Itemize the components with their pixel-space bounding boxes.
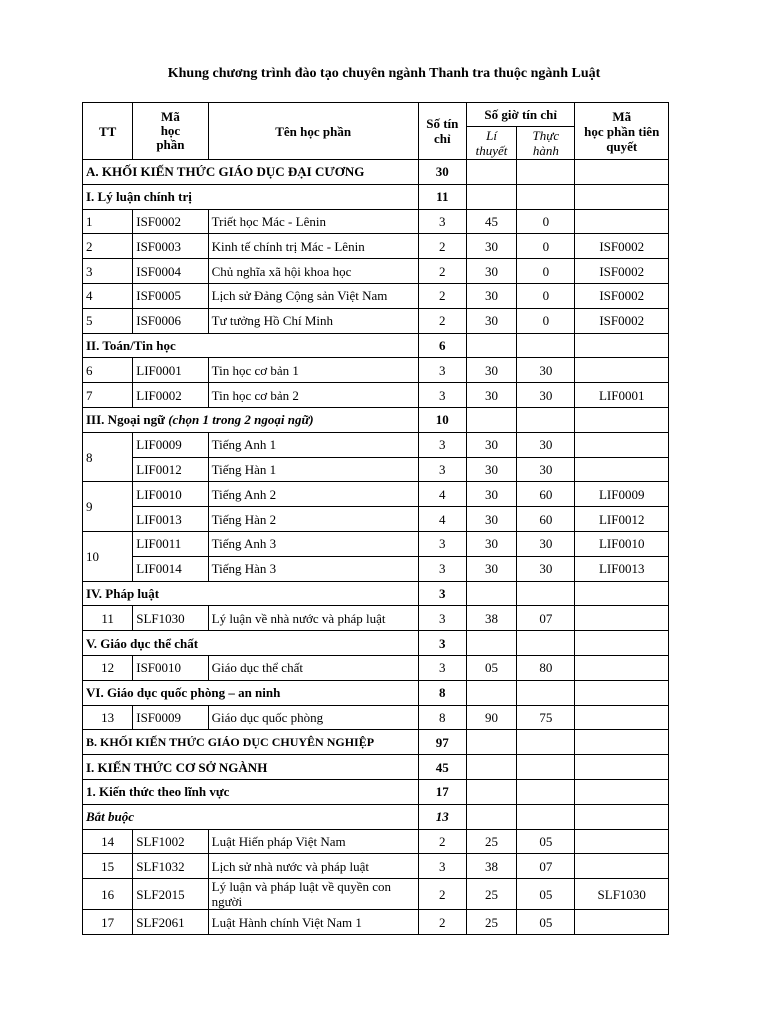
cell-tt: 6 xyxy=(83,358,133,383)
cell-code: LIF0011 xyxy=(133,531,208,556)
table-row xyxy=(83,432,669,457)
cell-code: ISF0005 xyxy=(133,283,208,308)
section-credits: 10 xyxy=(418,407,466,432)
cell-lt: 45 xyxy=(466,209,516,234)
section-row xyxy=(83,160,669,185)
cell-credits: 2 xyxy=(418,879,466,910)
cell-prereq: ISF0002 xyxy=(575,259,669,284)
table-row xyxy=(83,829,669,854)
cell-th: 75 xyxy=(517,705,575,730)
cell-credits: 2 xyxy=(418,308,466,333)
cell-th: 60 xyxy=(517,507,575,532)
cell-prereq: ISF0002 xyxy=(575,308,669,333)
cell-tt: 13 xyxy=(83,705,133,730)
section-row xyxy=(83,581,669,606)
cell-prereq xyxy=(575,457,669,482)
cell-name: Lịch sử Đảng Cộng sản Việt Nam xyxy=(208,283,418,308)
section-label: A. KHỐI KIẾN THỨC GIÁO DỤC ĐẠI CƯƠNG xyxy=(83,160,419,185)
cell-prereq: LIF0013 xyxy=(575,556,669,581)
table-row xyxy=(83,234,669,259)
cell-code: SLF1032 xyxy=(133,854,208,879)
cell-lt: 38 xyxy=(466,606,516,631)
cell-prereq: LIF0009 xyxy=(575,482,669,507)
cell-tt: 3 xyxy=(83,259,133,284)
cell-lt: 30 xyxy=(466,259,516,284)
cell-code: ISF0010 xyxy=(133,655,208,680)
cell-th: 07 xyxy=(517,854,575,879)
cell-tt: 11 xyxy=(83,606,133,631)
table-row xyxy=(83,655,669,680)
cell-name: Tư tưởng Hồ Chí Minh xyxy=(208,308,418,333)
cell-prereq xyxy=(575,910,669,935)
table-row xyxy=(83,606,669,631)
cell-prereq: LIF0001 xyxy=(575,383,669,408)
section-row xyxy=(83,631,669,656)
header-ten-hoc-phan: Tên học phần xyxy=(208,103,418,160)
cell-credits: 3 xyxy=(418,209,466,234)
section-label: III. Ngoại ngữ (chọn 1 trong 2 ngoại ngữ) xyxy=(83,407,419,432)
header-so-tin-chi: Số tín chỉ xyxy=(418,103,466,160)
section-credits: 8 xyxy=(418,680,466,705)
cell-th: 30 xyxy=(517,457,575,482)
cell-code: ISF0009 xyxy=(133,705,208,730)
table-row xyxy=(83,283,669,308)
section-credits: 3 xyxy=(418,581,466,606)
cell-credits: 3 xyxy=(418,854,466,879)
table-row xyxy=(83,482,669,507)
cell-prereq: LIF0010 xyxy=(575,531,669,556)
header-ma-hoc-phan: Mã học phần xyxy=(133,103,208,160)
section-credits: 30 xyxy=(418,160,466,185)
cell-name: Tiếng Anh 1 xyxy=(208,432,418,457)
cell-th: 05 xyxy=(517,910,575,935)
cell-code: LIF0010 xyxy=(133,482,208,507)
cell-name: Tin học cơ bản 1 xyxy=(208,358,418,383)
cell-tt: 10 xyxy=(83,531,133,581)
cell-th: 05 xyxy=(517,829,575,854)
cell-credits: 8 xyxy=(418,705,466,730)
cell-lt: 30 xyxy=(466,482,516,507)
cell-name: Tiếng Hàn 2 xyxy=(208,507,418,532)
cell-code: ISF0003 xyxy=(133,234,208,259)
cell-th: 0 xyxy=(517,283,575,308)
cell-code: ISF0006 xyxy=(133,308,208,333)
cell-credits: 3 xyxy=(418,556,466,581)
cell-prereq: ISF0002 xyxy=(575,234,669,259)
cell-th: 30 xyxy=(517,531,575,556)
cell-prereq xyxy=(575,705,669,730)
table-row xyxy=(83,507,669,532)
cell-tt: 15 xyxy=(83,854,133,879)
cell-th: 07 xyxy=(517,606,575,631)
cell-code: LIF0001 xyxy=(133,358,208,383)
cell-credits: 2 xyxy=(418,829,466,854)
table-row xyxy=(83,308,669,333)
header-tt: TT xyxy=(83,103,133,160)
cell-credits: 4 xyxy=(418,507,466,532)
table-row xyxy=(83,705,669,730)
cell-code: SLF2061 xyxy=(133,910,208,935)
cell-prereq xyxy=(575,655,669,680)
cell-th: 0 xyxy=(517,259,575,284)
section-row xyxy=(83,333,669,358)
cell-credits: 2 xyxy=(418,910,466,935)
section-row xyxy=(83,184,669,209)
cell-lt: 30 xyxy=(466,234,516,259)
cell-name: Tiếng Hàn 1 xyxy=(208,457,418,482)
cell-th: 0 xyxy=(517,209,575,234)
cell-credits: 3 xyxy=(418,383,466,408)
cell-prereq xyxy=(575,209,669,234)
cell-code: LIF0013 xyxy=(133,507,208,532)
document-title: Khung chương trình đào tạo chuyên ngành Thanh tra thuộc ngành Luật xyxy=(167,66,601,81)
cell-lt: 30 xyxy=(466,556,516,581)
cell-tt: 7 xyxy=(83,383,133,408)
cell-th: 05 xyxy=(517,879,575,910)
cell-tt: 12 xyxy=(83,655,133,680)
cell-name: Lý luận về nhà nước và pháp luật xyxy=(208,606,418,631)
header-tien-quyet: Mã học phần tiên quyết xyxy=(575,103,669,160)
table-row xyxy=(83,854,669,879)
cell-credits: 2 xyxy=(418,234,466,259)
cell-credits: 4 xyxy=(418,482,466,507)
cell-lt: 30 xyxy=(466,283,516,308)
section-credits: 45 xyxy=(418,755,466,780)
cell-name: Luật Hiến pháp Việt Nam xyxy=(208,829,418,854)
table-row xyxy=(83,879,669,910)
table-row xyxy=(83,910,669,935)
section-credits: 11 xyxy=(418,184,466,209)
cell-lt: 90 xyxy=(466,705,516,730)
cell-name: Lịch sử nhà nước và pháp luật xyxy=(208,854,418,879)
cell-lt: 30 xyxy=(466,432,516,457)
table-row xyxy=(83,457,669,482)
section-label: II. Toán/Tin học xyxy=(83,333,419,358)
cell-prereq xyxy=(575,432,669,457)
header-li-thuyet: Lí thuyết xyxy=(466,127,516,160)
cell-name: Triết học Mác - Lênin xyxy=(208,209,418,234)
curriculum-table xyxy=(82,102,669,935)
header-row-1 xyxy=(83,103,669,127)
cell-lt: 25 xyxy=(466,879,516,910)
section-row xyxy=(83,407,669,432)
section-row xyxy=(83,755,669,780)
section-label: IV. Pháp luật xyxy=(83,581,419,606)
section-credits: 13 xyxy=(418,804,466,829)
cell-lt: 30 xyxy=(466,457,516,482)
cell-tt: 2 xyxy=(83,234,133,259)
cell-lt: 25 xyxy=(466,910,516,935)
cell-prereq: SLF1030 xyxy=(575,879,669,910)
cell-credits: 3 xyxy=(418,655,466,680)
cell-th: 80 xyxy=(517,655,575,680)
cell-tt: 8 xyxy=(83,432,133,482)
cell-name: Kinh tế chính trị Mác - Lênin xyxy=(208,234,418,259)
cell-code: SLF1002 xyxy=(133,829,208,854)
cell-prereq xyxy=(575,606,669,631)
cell-name: Chủ nghĩa xã hội khoa học xyxy=(208,259,418,284)
cell-th: 0 xyxy=(517,308,575,333)
cell-prereq: ISF0002 xyxy=(575,283,669,308)
cell-tt: 9 xyxy=(83,482,133,532)
cell-code: SLF1030 xyxy=(133,606,208,631)
section-credits: 17 xyxy=(418,779,466,804)
section-row xyxy=(83,730,669,755)
cell-name: Tin học cơ bản 2 xyxy=(208,383,418,408)
table-row xyxy=(83,358,669,383)
table-row xyxy=(83,209,669,234)
cell-tt: 14 xyxy=(83,829,133,854)
header-so-gio-tin-chi: Số giờ tín chỉ xyxy=(466,103,575,127)
cell-th: 0 xyxy=(517,234,575,259)
cell-prereq xyxy=(575,358,669,383)
cell-credits: 2 xyxy=(418,283,466,308)
cell-prereq xyxy=(575,854,669,879)
cell-credits: 3 xyxy=(418,432,466,457)
section-label: B. KHỐI KIẾN THỨC GIÁO DỤC CHUYÊN NGHIỆP xyxy=(83,730,419,755)
cell-code: LIF0014 xyxy=(133,556,208,581)
section-label: VI. Giáo dục quốc phòng – an ninh xyxy=(83,680,419,705)
cell-code: LIF0012 xyxy=(133,457,208,482)
cell-name: Lý luận và pháp luật về quyền con người xyxy=(208,879,418,910)
section-credits: 6 xyxy=(418,333,466,358)
section-label: I. KIẾN THỨC CƠ SỞ NGÀNH xyxy=(83,755,419,780)
cell-code: ISF0004 xyxy=(133,259,208,284)
cell-code: SLF2015 xyxy=(133,879,208,910)
cell-credits: 3 xyxy=(418,606,466,631)
cell-lt: 30 xyxy=(466,308,516,333)
cell-th: 30 xyxy=(517,358,575,383)
cell-lt: 05 xyxy=(466,655,516,680)
cell-lt: 30 xyxy=(466,531,516,556)
cell-code: ISF0002 xyxy=(133,209,208,234)
table-row xyxy=(83,531,669,556)
cell-th: 30 xyxy=(517,432,575,457)
cell-tt: 4 xyxy=(83,283,133,308)
cell-tt: 1 xyxy=(83,209,133,234)
section-note: (chọn 1 trong 2 ngoại ngữ) xyxy=(168,412,314,428)
cell-lt: 30 xyxy=(466,358,516,383)
cell-credits: 3 xyxy=(418,531,466,556)
cell-name: Tiếng Hàn 3 xyxy=(208,556,418,581)
section-credits: 97 xyxy=(418,730,466,755)
cell-lt: 30 xyxy=(466,383,516,408)
cell-tt: 16 xyxy=(83,879,133,910)
cell-name: Luật Hành chính Việt Nam 1 xyxy=(208,910,418,935)
cell-name: Giáo dục quốc phòng xyxy=(208,705,418,730)
section-row xyxy=(83,779,669,804)
cell-th: 60 xyxy=(517,482,575,507)
section-label: 1. Kiến thức theo lĩnh vực xyxy=(83,779,419,804)
cell-lt: 38 xyxy=(466,854,516,879)
section-row xyxy=(83,804,669,829)
cell-name: Tiếng Anh 3 xyxy=(208,531,418,556)
cell-prereq: LIF0012 xyxy=(575,507,669,532)
cell-credits: 3 xyxy=(418,358,466,383)
header-thuc-hanh: Thực hành xyxy=(517,127,575,160)
cell-prereq xyxy=(575,829,669,854)
cell-tt: 5 xyxy=(83,308,133,333)
cell-code: LIF0009 xyxy=(133,432,208,457)
cell-lt: 25 xyxy=(466,829,516,854)
cell-th: 30 xyxy=(517,383,575,408)
cell-name: Giáo dục thể chất xyxy=(208,655,418,680)
section-label: I. Lý luận chính trị xyxy=(83,184,419,209)
section-label: V. Giáo dục thể chất xyxy=(83,631,419,656)
cell-tt: 17 xyxy=(83,910,133,935)
cell-credits: 2 xyxy=(418,259,466,284)
cell-code: LIF0002 xyxy=(133,383,208,408)
cell-credits: 3 xyxy=(418,457,466,482)
table-row xyxy=(83,259,669,284)
cell-lt: 30 xyxy=(466,507,516,532)
cell-name: Tiếng Anh 2 xyxy=(208,482,418,507)
table-row xyxy=(83,556,669,581)
cell-th: 30 xyxy=(517,556,575,581)
section-credits: 3 xyxy=(418,631,466,656)
section-row xyxy=(83,680,669,705)
table-row xyxy=(83,383,669,408)
section-label: Bắt buộc xyxy=(83,804,419,829)
